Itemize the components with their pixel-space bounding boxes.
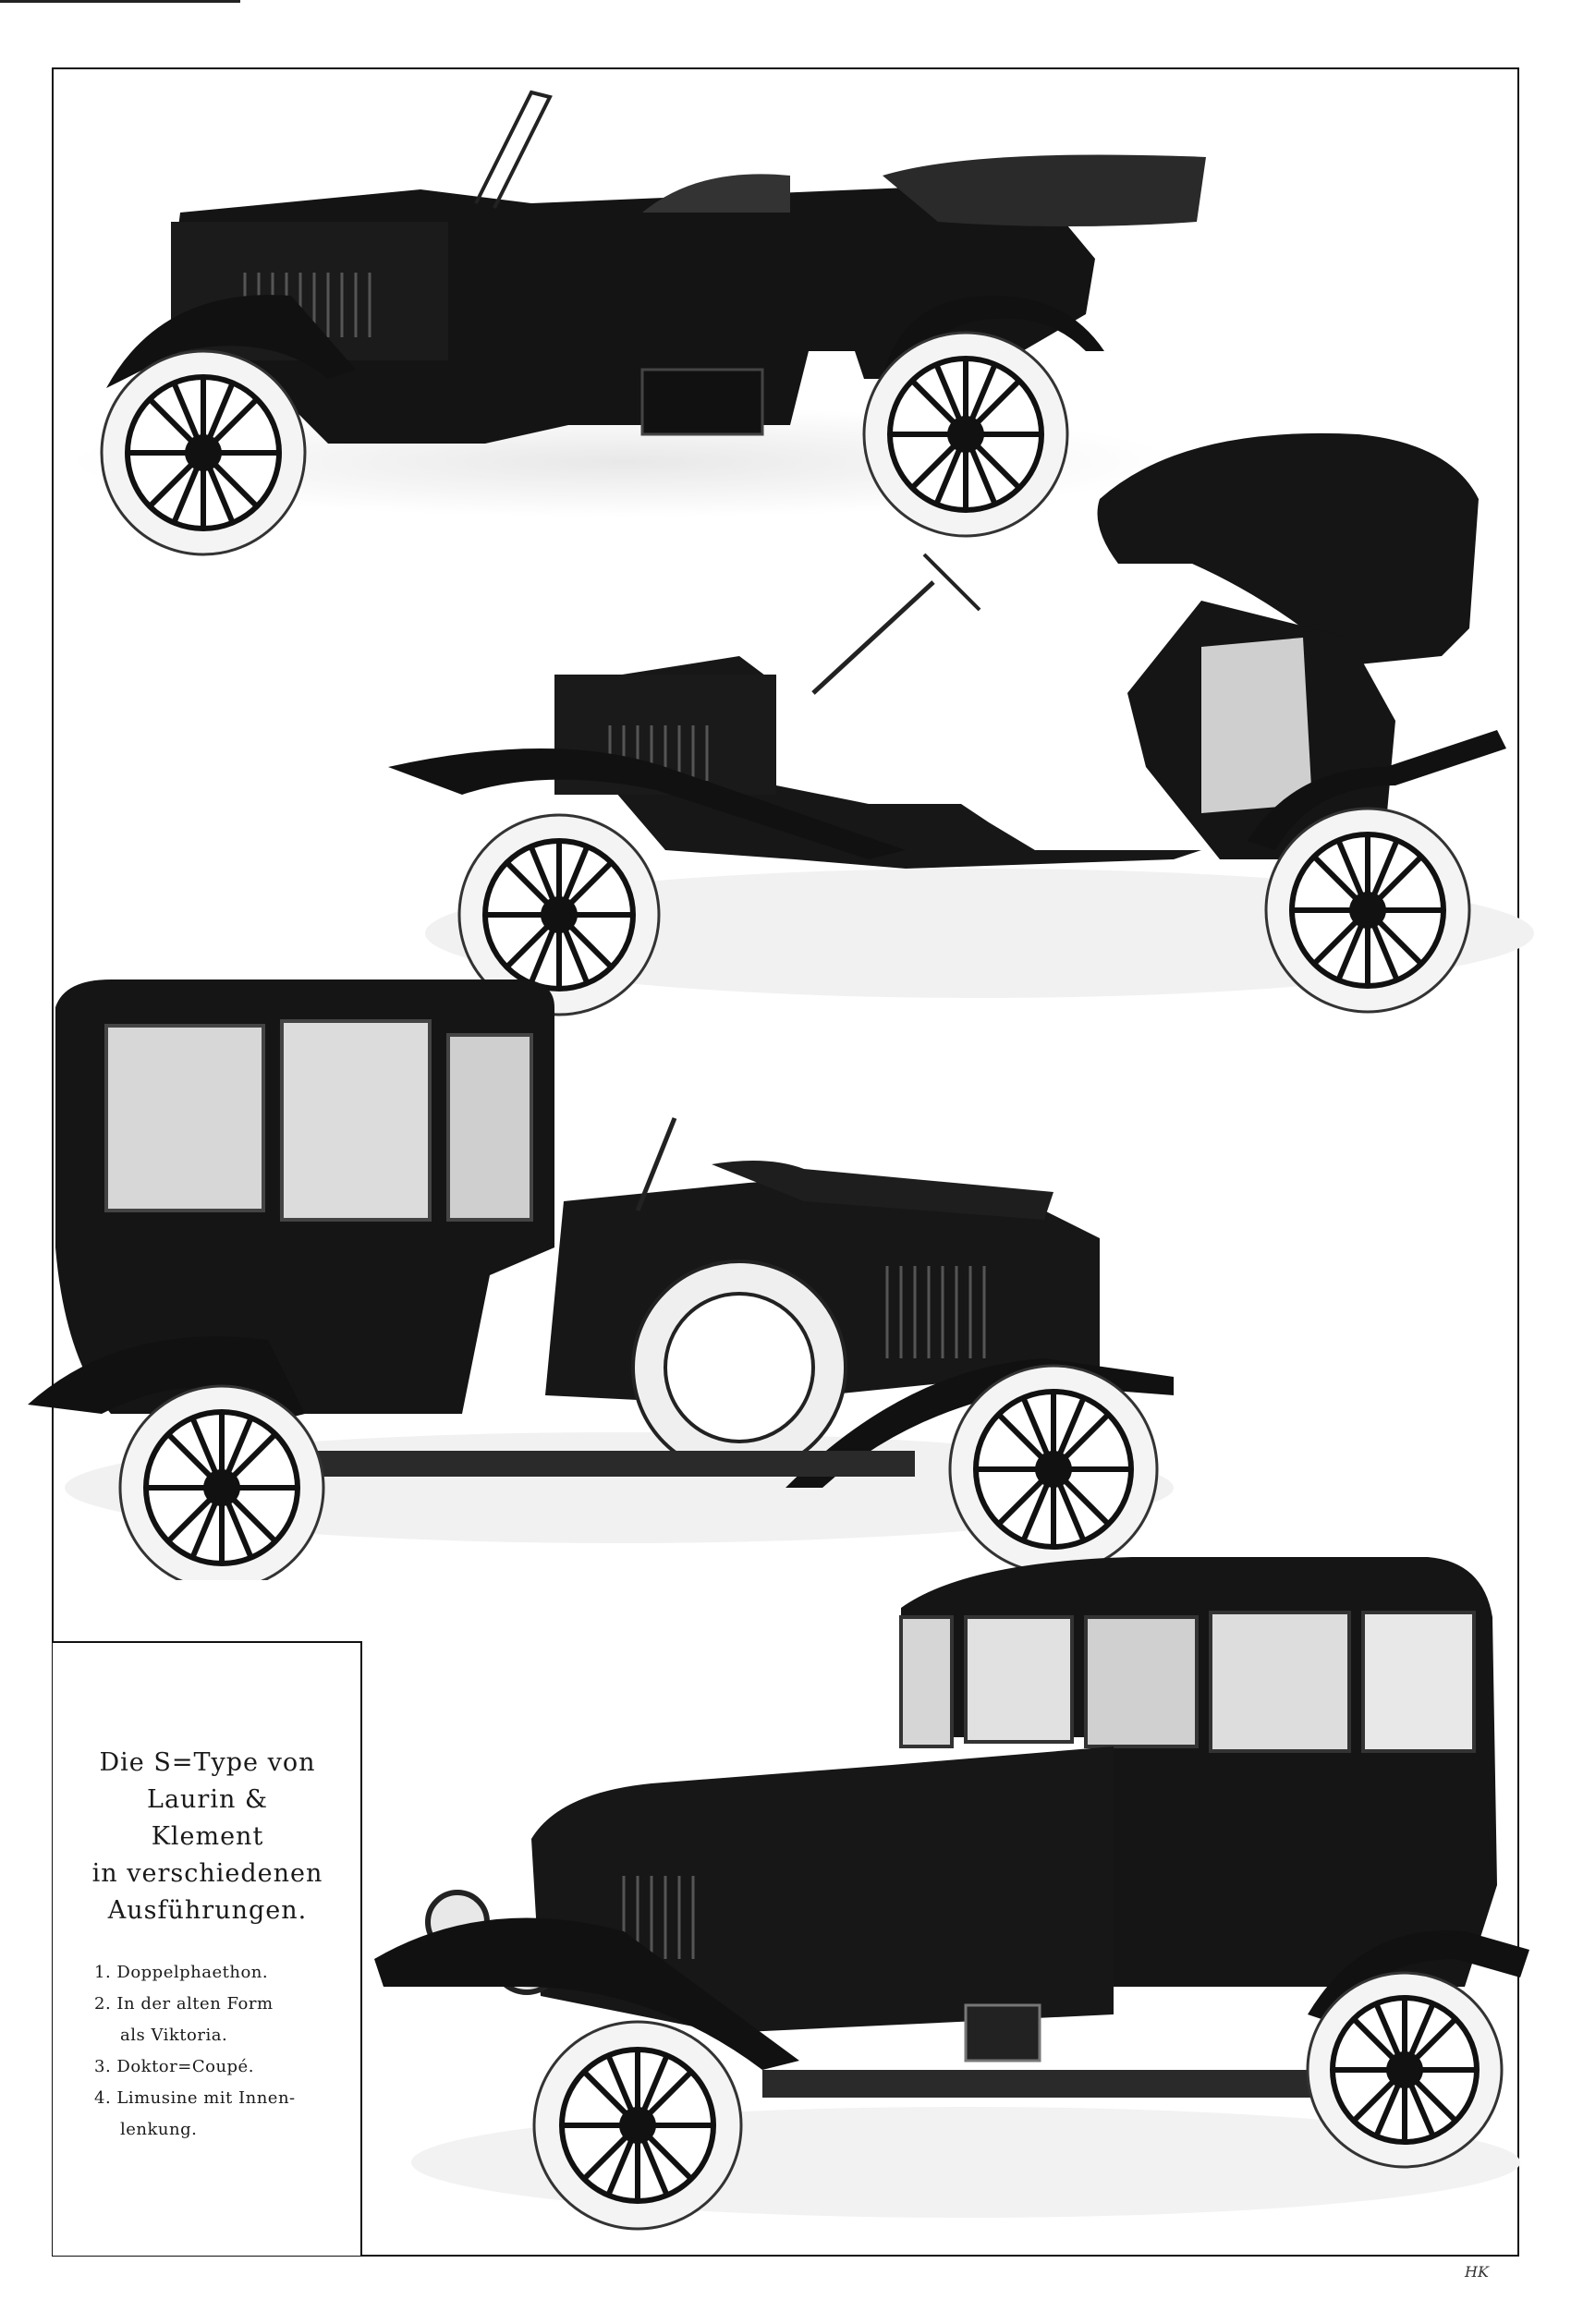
top-rule — [0, 0, 240, 3]
caption-title-line: Laurin & — [147, 1785, 268, 1814]
caption-item-1: 1. Doppelphaethon. — [94, 1963, 269, 1982]
caption-item-2: 2. In der alten Form — [94, 1994, 274, 2014]
caption-title-line: Klement — [151, 1822, 264, 1851]
car-photo-limusine — [374, 1552, 1529, 2236]
caption-item-3: 3. Doktor=Coupé. — [94, 2057, 254, 2076]
caption-box — [53, 1641, 362, 2256]
caption-item-4-cont: lenkung. — [120, 2120, 198, 2139]
artist-signature: HK — [1465, 2263, 1489, 2281]
caption-item-2-cont: als Viktoria. — [120, 2026, 228, 2045]
caption-title-line: in verschiedenen — [91, 1859, 323, 1888]
caption-title-line: Die S=Type von — [99, 1748, 316, 1777]
car-photo-viktoria — [388, 416, 1543, 1026]
car-photo-doktor-coupe — [28, 970, 1211, 1580]
caption-list — [94, 1957, 296, 2146]
caption-item-4: 4. Limusine mit Innen- — [94, 2088, 296, 2108]
caption-title-line: Ausführungen. — [107, 1896, 308, 1925]
caption-title — [53, 1745, 362, 1929]
